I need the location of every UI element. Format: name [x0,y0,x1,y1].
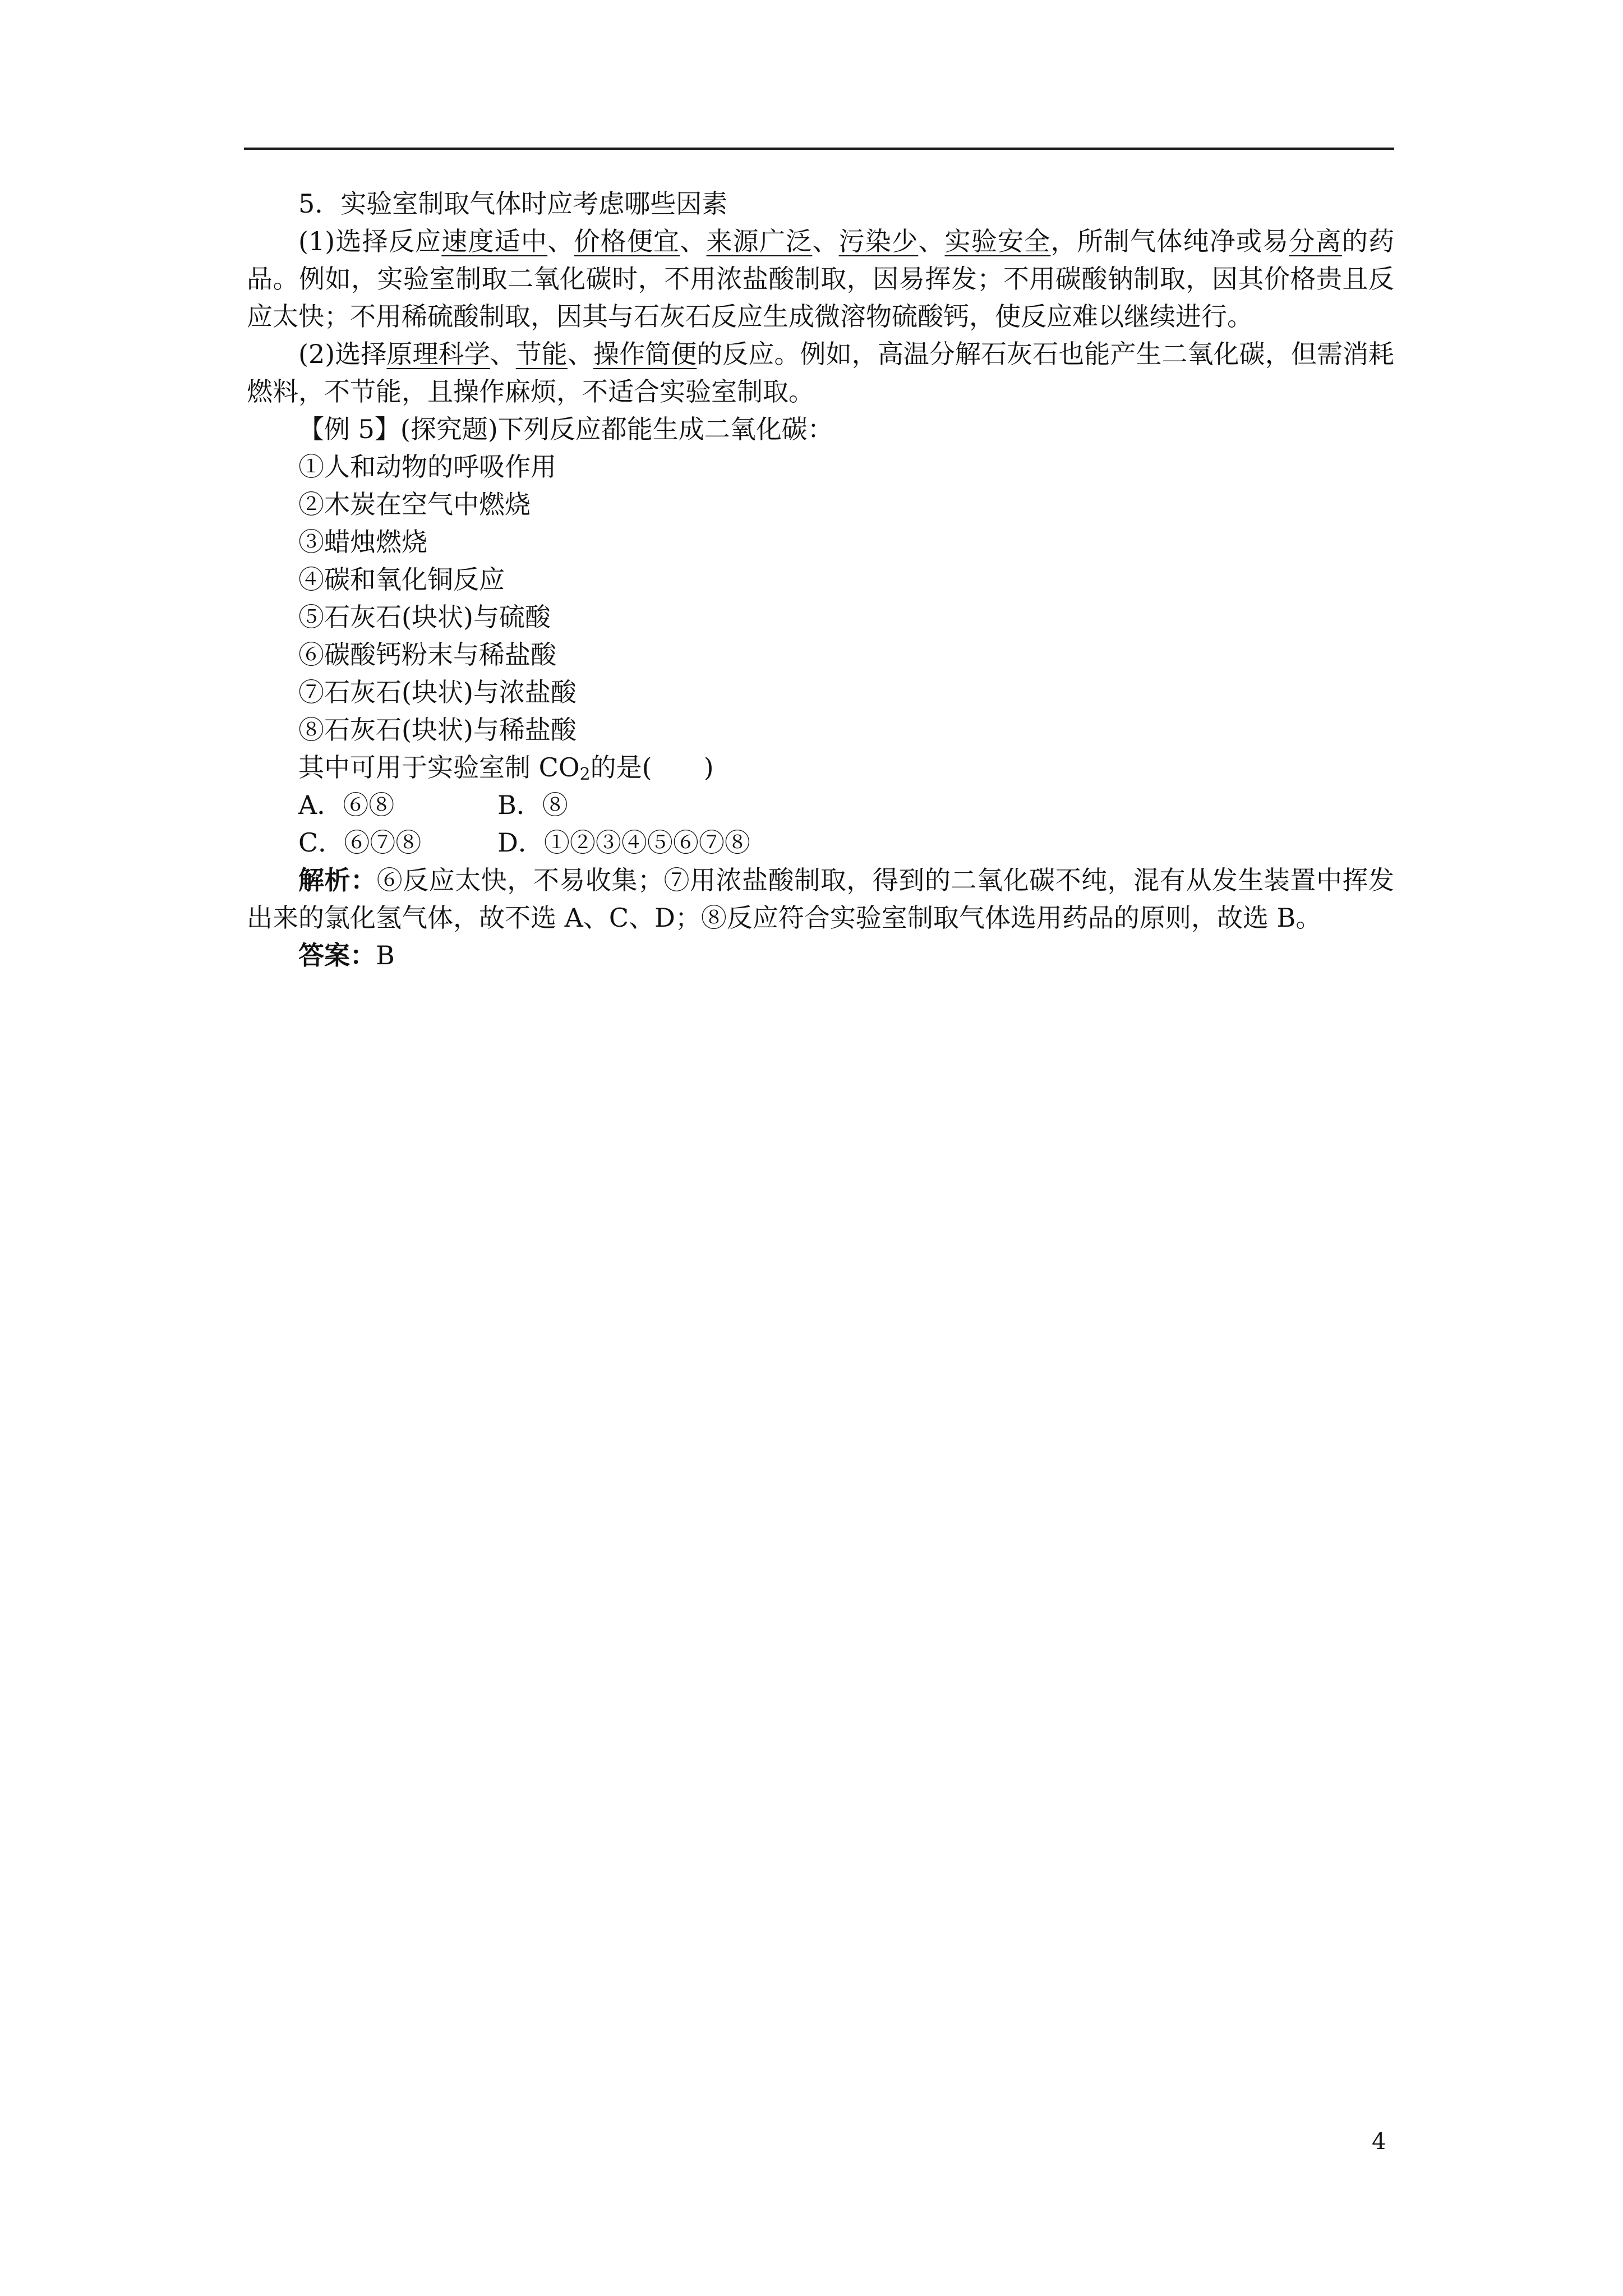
p1-underline-2: 价格便宜 [574,226,680,256]
example-item: ②木炭在空气中燃烧 [298,489,531,519]
example-item: ⑧石灰石(块状)与稀盐酸 [298,715,577,745]
page-content [247,185,1394,974]
p1-underline-4: 污染少 [838,226,919,256]
p2-text-3: 、 [567,339,593,369]
example-question [247,749,1394,786]
p1-underline-6: 分离 [1289,226,1342,256]
p1-text-5: 、 [918,226,945,256]
example-item: ③蜡烛燃烧 [298,527,427,557]
example-item: ①人和动物的呼吸作用 [298,452,556,482]
example-title: 【例 5】(探究题)下列反应都能生成二氧化碳： [298,414,833,444]
p2-underline-3: 操作简便 [593,339,697,369]
section-heading: 5．实验室制取气体时应考虑哪些因素 [298,188,728,219]
p1-text-6: ，所制气体纯净或易 [1050,226,1289,256]
example-item: ⑥碳酸钙粉末与稀盐酸 [298,639,556,670]
p2-text-2: 、 [490,339,516,369]
choice-b: B．⑧ [497,790,568,820]
p1-text-1: (1)选择反应 [298,226,442,256]
choice-row-1 [247,786,1394,824]
p2-text-1: (2)选择 [298,339,387,369]
page-number: 4 [1372,2129,1386,2155]
analysis-label: 解析： [298,865,377,895]
question-text: 其中可用于实验室制 CO [298,752,580,783]
choice-c: C．⑥⑦⑧ [298,827,422,858]
example-item: ⑤石灰石(块状)与硫酸 [298,602,551,632]
p2-underline-1: 原理科学 [386,339,490,369]
example-item: ④碳和氧化铜反应 [298,564,505,595]
answer-label: 答案： [298,940,376,970]
analysis-paragraph [247,862,1394,937]
choice-d: D．①②③④⑤⑥⑦⑧ [497,827,750,858]
example-item: ⑦石灰石(块状)与浓盐酸 [298,677,577,707]
co2-subscript: 2 [579,765,591,784]
p1-text-7: 的药品。例如，实验室制取二氧化碳时，不用浓盐酸制取，因易挥发；不用碳酸钠制取，因其价格贵且反应太快；不用稀硫酸制取，因其与石灰石反应生成微溶物硫酸钙，使反应难以继续进行。 [247,226,1395,332]
p2-underline-2: 节能 [515,339,568,369]
question-blank: 的是( ) [590,752,714,783]
p1-text-3: 、 [680,226,707,256]
answer-text: B [376,940,395,970]
choice-row-2 [247,824,1394,862]
header-rule [244,148,1394,150]
paragraph-2 [247,335,1394,411]
p1-underline-1: 速度适中 [441,226,548,256]
p1-underline-3: 来源广泛 [706,226,813,256]
paragraph-1 [247,223,1394,335]
p2-text-4: 的反应。例如，高温分解石灰石也能产生二氧化碳，但需消耗燃料，不节能，且操作麻烦，不适合实验室制取。 [247,339,1395,407]
answer-paragraph [247,937,1394,974]
p1-text-2: 、 [547,226,574,256]
p1-underline-5: 实验安全 [944,226,1051,256]
p1-text-4: 、 [812,226,839,256]
choice-a: A．⑥⑧ [298,790,395,820]
analysis-text: ⑥反应太快，不易收集；⑦用浓盐酸制取，得到的二氧化碳不纯，混有从发生装置中挥发出来的氯化氢气体，故不选 A、C、D；⑧反应符合实验室制取气体选用药品的原则，故选 B。 [247,865,1395,933]
